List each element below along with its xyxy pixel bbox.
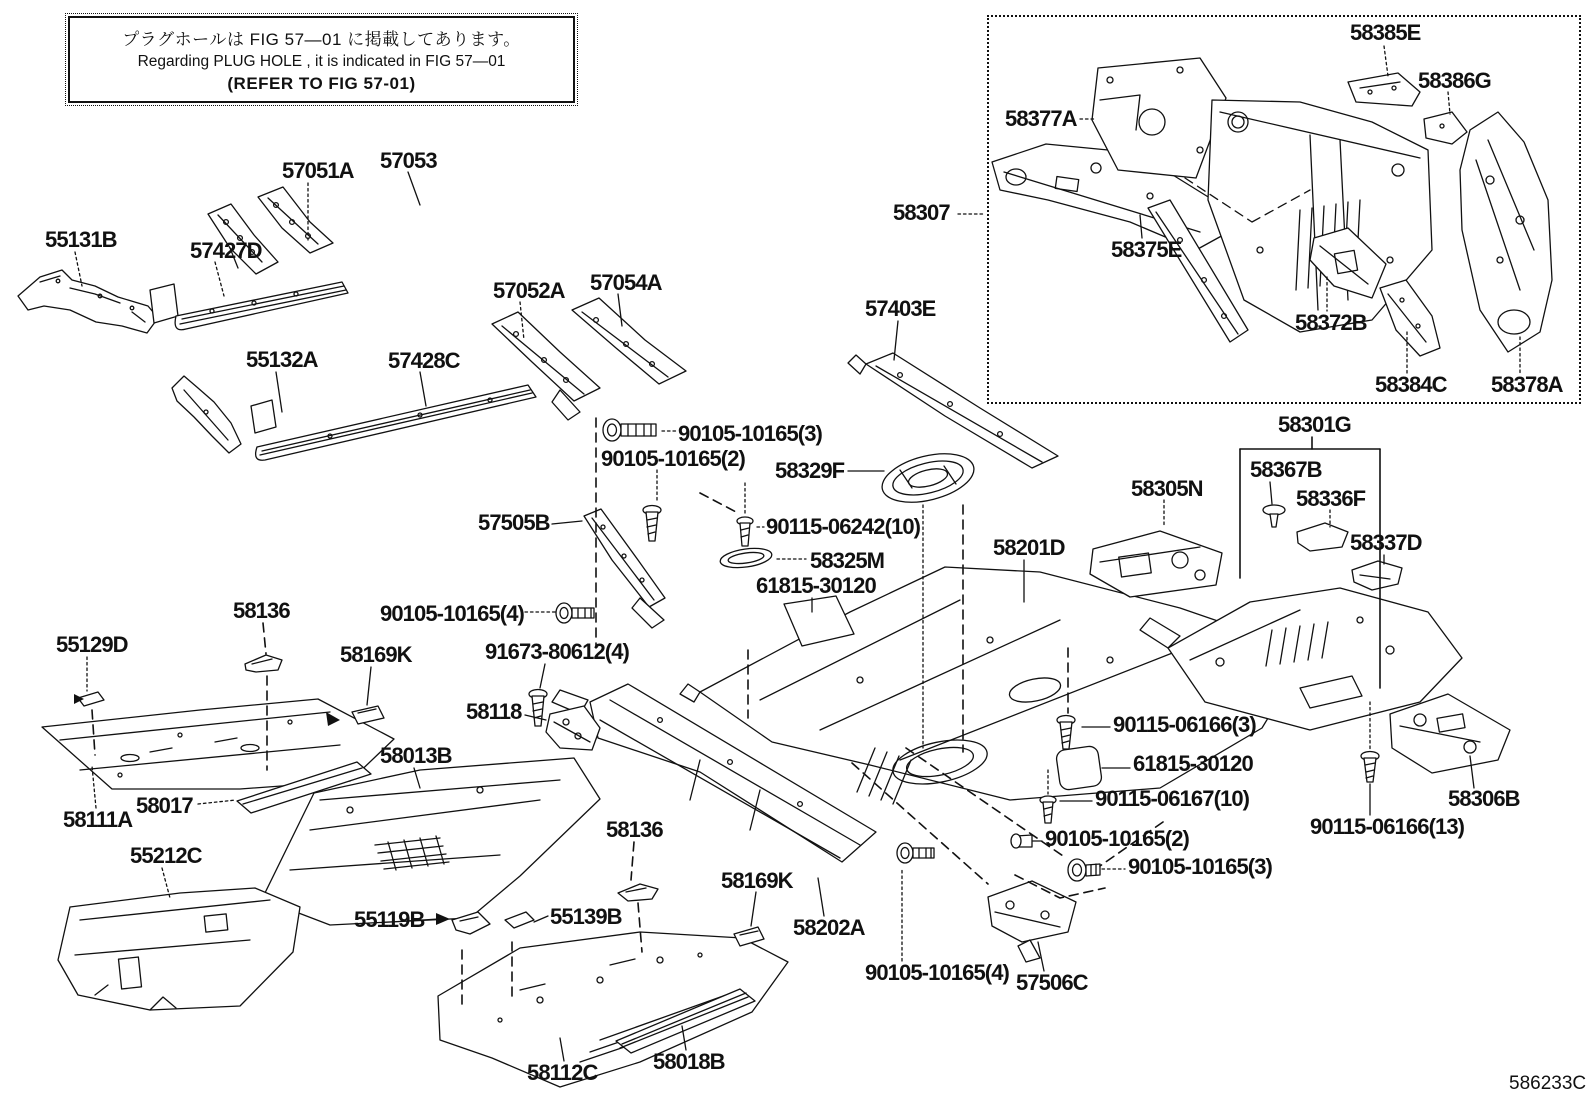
bolt-icon-90105-3a — [603, 419, 656, 441]
part-number-label-58306B: 58306B — [1448, 786, 1520, 811]
note-line-japanese: プラグホールは FIG 57—01 に掲載してあります。 — [122, 30, 521, 49]
figure-code: 586233C — [1509, 1073, 1587, 1094]
part-number-label-90115-06166-13: 90115-06166(13) — [1310, 814, 1465, 839]
part-57506c-drawing — [988, 881, 1076, 962]
part-number-label-90105-10165-2b: 90105-10165(2) — [1045, 826, 1189, 851]
part-number-label-58377A: 58377A — [1005, 106, 1077, 131]
part-number-label-55119B: 55119B — [354, 907, 425, 932]
part-number-label-58201D: 58201D — [993, 535, 1065, 560]
part-number-label-58018B: 58018B — [653, 1049, 725, 1074]
part-58306b-drawing — [1390, 694, 1510, 773]
part-number-label-55129D: 55129D — [56, 632, 128, 657]
part-number-label-57053: 57053 — [380, 148, 437, 173]
part-number-label-55212C: 55212C — [130, 843, 202, 868]
part-number-label-58337D: 58337D — [1350, 530, 1422, 555]
part-number-label-57403E: 57403E — [865, 296, 936, 321]
part-57428c-drawing — [251, 385, 536, 460]
part-number-label-90105-10165-2a: 90105-10165(2) — [601, 446, 745, 471]
note-line-refer: (REFER TO FIG 57-01) — [227, 74, 416, 93]
screw-icon-90115-06242 — [737, 517, 753, 546]
part-55212c-drawing — [58, 888, 300, 1010]
part-58337d-plate — [1352, 561, 1402, 590]
note-line-english: Regarding PLUG HOLE , it is indicated in FIG 57—01 — [137, 53, 506, 70]
part-number-label-58305N: 58305N — [1131, 476, 1203, 501]
part-55129d-clip — [74, 692, 104, 706]
part-55132a-drawing — [172, 376, 241, 453]
part-number-label-58118: 58118 — [466, 699, 522, 724]
part-number-label-58169K-a: 58169K — [340, 642, 412, 667]
part-58367b-clip — [1263, 505, 1285, 527]
part-number-label-61815-30120-a: 61815-30120 — [756, 573, 876, 598]
part-number-label-58385E: 58385E — [1350, 20, 1421, 45]
part-number-label-58112C: 58112C — [527, 1060, 598, 1085]
bolt-icon-90105-3b — [1068, 859, 1100, 881]
part-number-label-90105-10165-4b: 90105-10165(4) — [865, 960, 1009, 985]
part-number-label-91673-80612-4: 91673-80612(4) — [485, 639, 629, 664]
part-number-label-55132A: 55132A — [246, 347, 318, 372]
part-number-label-58202A: 58202A — [793, 915, 865, 940]
part-number-label-58136-b: 58136 — [606, 817, 663, 842]
bolt-icon-90105-4a — [556, 603, 594, 623]
part-57427d-drawing — [150, 282, 348, 330]
part-58136a-clip — [245, 655, 282, 672]
part-58336f-clip-plate — [1297, 523, 1348, 551]
part-number-label-58325M: 58325M — [810, 548, 885, 573]
part-55139b-clip — [505, 912, 534, 928]
part-number-label-90105-10165-3a: 90105-10165(3) — [678, 421, 822, 446]
part-55131b-drawing — [18, 270, 158, 333]
screw-icon-90105-2a — [643, 506, 661, 542]
part-number-label-58017: 58017 — [136, 793, 193, 818]
part-number-label-57051A: 57051A — [282, 158, 354, 183]
part-number-label-55131B: 55131B — [45, 227, 117, 252]
part-number-label-58384C: 58384C — [1375, 372, 1447, 397]
part-number-label-58301G: 58301G — [1278, 412, 1351, 437]
part-number-label-58378A: 58378A — [1491, 372, 1563, 397]
part-number-label-58386G: 58386G — [1418, 68, 1491, 93]
part-number-label-57052A: 57052A — [493, 278, 565, 303]
bolt-icon-90105-4b — [897, 843, 934, 863]
bolt-icon-90105-2b — [1011, 834, 1032, 848]
part-57054a-drawing — [572, 298, 686, 384]
part-58169ka-clip — [352, 706, 384, 724]
part-58136b-clip — [618, 884, 658, 901]
part-58305n-drawing — [1090, 531, 1222, 597]
part-number-label-55139B: 55139B — [550, 904, 622, 929]
inset-detail-box — [987, 15, 1581, 404]
part-number-label-58367B: 58367B — [1250, 457, 1322, 482]
part-58169kb-clip — [734, 927, 764, 946]
part-number-label-58013B: 58013B — [380, 743, 452, 768]
part-number-label-57505B: 57505B — [478, 510, 550, 535]
part-58325m-gasket — [719, 545, 773, 570]
part-number-label-57428C: 57428C — [388, 348, 460, 373]
part-number-label-90105-10165-4a: 90105-10165(4) — [380, 601, 524, 626]
part-number-label-90115-06167-10: 90115-06167(10) — [1095, 786, 1250, 811]
part-number-label-58336F: 58336F — [1296, 486, 1366, 511]
part-number-label-90115-06166-3: 90115-06166(3) — [1113, 712, 1256, 737]
part-number-label-61815-30120-b: 61815-30120 — [1133, 751, 1253, 776]
part-number-label-90105-10165-3b: 90105-10165(3) — [1128, 854, 1272, 879]
part-number-label-90115-06242-10: 90115-06242(10) — [766, 514, 921, 539]
screw-icon-90115-06166-13 — [1361, 752, 1379, 783]
part-number-label-58169K-b: 58169K — [721, 868, 793, 893]
plug-hole-note-box — [68, 16, 575, 103]
part-number-label-57054A: 57054A — [590, 270, 662, 295]
part-58329f-vent-plate — [877, 445, 979, 510]
part-number-label-58111A: 58111A — [63, 807, 133, 832]
part-number-label-58375E: 58375E — [1111, 237, 1182, 262]
screw-icon-90115-06167 — [1040, 796, 1056, 823]
part-number-label-58372B: 58372B — [1295, 310, 1367, 335]
screw-icon-91673 — [529, 690, 547, 727]
part-number-label-58329F: 58329F — [775, 458, 845, 483]
part-61815b-pad — [1055, 745, 1102, 790]
part-57053-drawing — [258, 187, 333, 253]
part-number-label-57427D: 57427D — [190, 238, 262, 263]
part-number-label-58136-a: 58136 — [233, 598, 290, 623]
part-number-label-58307: 58307 — [893, 200, 950, 225]
part-number-label-57506C: 57506C — [1016, 970, 1088, 995]
